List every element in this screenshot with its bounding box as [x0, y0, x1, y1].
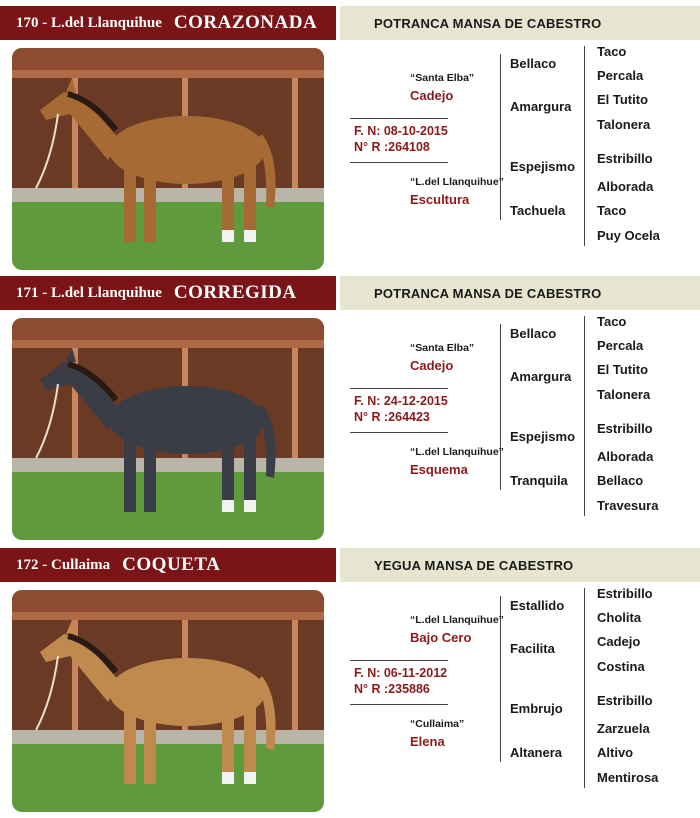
lot-card [0, 276, 700, 546]
sire-name: Cadejo [410, 88, 454, 103]
great-grandparent: Talonera [597, 387, 651, 402]
great-grandparent: Puy Ocela [597, 228, 660, 243]
lot-header [0, 6, 336, 40]
sire-name: Cadejo [410, 358, 454, 373]
horse-photo [12, 48, 324, 270]
birth-date: F. N: 24-12-2015 [354, 394, 448, 408]
great-grandparent: Alborada [597, 449, 654, 464]
lot-header [0, 548, 336, 582]
great-grandparent: Estribillo [597, 586, 653, 601]
great-grandparent: El Tutito [597, 92, 649, 107]
sire-breeder: “Santa Elba” [410, 342, 475, 354]
great-grandparent: El Tutito [597, 362, 649, 377]
great-grandparent: Altivo [597, 745, 634, 760]
horse-name: CORAZONADA [173, 12, 318, 33]
horse-name: CORREGIDA [173, 282, 297, 303]
grandparent: Amargura [510, 99, 572, 114]
great-grandparent: Travesura [597, 498, 659, 513]
grandparent: Bellaco [510, 326, 557, 341]
lot-number: 172 - Cullaima [16, 556, 111, 573]
horse-name: COQUETA [122, 554, 221, 575]
great-grandparent: Estribillo [597, 693, 653, 708]
dam-breeder: “L.del Llanquihue” [410, 446, 504, 458]
grandparent: Bellaco [510, 56, 557, 71]
registry-number: N° R :264108 [354, 140, 430, 154]
horse-photo-illustration [12, 318, 324, 540]
sire-breeder: “L.del Llanquihue” [410, 614, 504, 626]
great-grandparent: Estribillo [597, 421, 653, 436]
grandparent: Amargura [510, 369, 572, 384]
lot-card [0, 548, 700, 818]
great-grandparent: Mentirosa [597, 770, 659, 785]
registry-number: N° R :264423 [354, 410, 430, 424]
great-grandparent: Cholita [597, 610, 642, 625]
lot-category: POTRANCA MANSA DE CABESTRO [340, 276, 700, 310]
lot-number: 171 - L.del Llanquihue [16, 284, 162, 301]
dam-breeder: “Cullaima” [410, 718, 465, 730]
birth-date: F. N: 08-10-2015 [354, 124, 448, 138]
horse-photo-illustration [12, 590, 324, 812]
great-grandparent: Percala [597, 338, 644, 353]
great-grandparent: Taco [597, 314, 627, 329]
dam-name: Esquema [410, 462, 468, 477]
great-grandparent: Taco [597, 203, 627, 218]
lot-category: YEGUA MANSA DE CABESTRO [340, 548, 700, 582]
grandparent: Tachuela [510, 203, 566, 218]
great-grandparent: Cadejo [597, 634, 641, 649]
grandparent: Facilita [510, 641, 555, 656]
birth-date: F. N: 06-11-2012 [354, 666, 448, 680]
great-grandparent: Estribillo [597, 151, 653, 166]
horse-photo [12, 590, 324, 812]
lot-header [0, 276, 336, 310]
pedigree [340, 582, 700, 818]
dam-name: Escultura [410, 192, 470, 207]
pedigree [340, 310, 700, 546]
registry-number: N° R :235886 [354, 682, 430, 696]
lot-number: 170 - L.del Llanquihue [16, 14, 162, 31]
pedigree [340, 40, 700, 276]
great-grandparent: Bellaco [597, 473, 644, 488]
great-grandparent: Taco [597, 44, 627, 59]
great-grandparent: Alborada [597, 179, 654, 194]
dam-breeder: “L.del Llanquihue” [410, 176, 504, 188]
great-grandparent: Costina [597, 659, 645, 674]
lot-card [0, 6, 700, 276]
grandparent: Espejismo [510, 159, 576, 174]
horse-photo-illustration [12, 48, 324, 270]
grandparent: Altanera [510, 745, 563, 760]
great-grandparent: Talonera [597, 117, 651, 132]
grandparent: Espejismo [510, 429, 576, 444]
sire-breeder: “Santa Elba” [410, 72, 475, 84]
grandparent: Embrujo [510, 701, 563, 716]
grandparent: Tranquila [510, 473, 568, 488]
horse-photo [12, 318, 324, 540]
dam-name: Elena [410, 734, 445, 749]
grandparent: Estallido [510, 598, 565, 613]
sire-name: Bajo Cero [410, 630, 472, 645]
great-grandparent: Zarzuela [597, 721, 650, 736]
lot-category: POTRANCA MANSA DE CABESTRO [340, 6, 700, 40]
great-grandparent: Percala [597, 68, 644, 83]
